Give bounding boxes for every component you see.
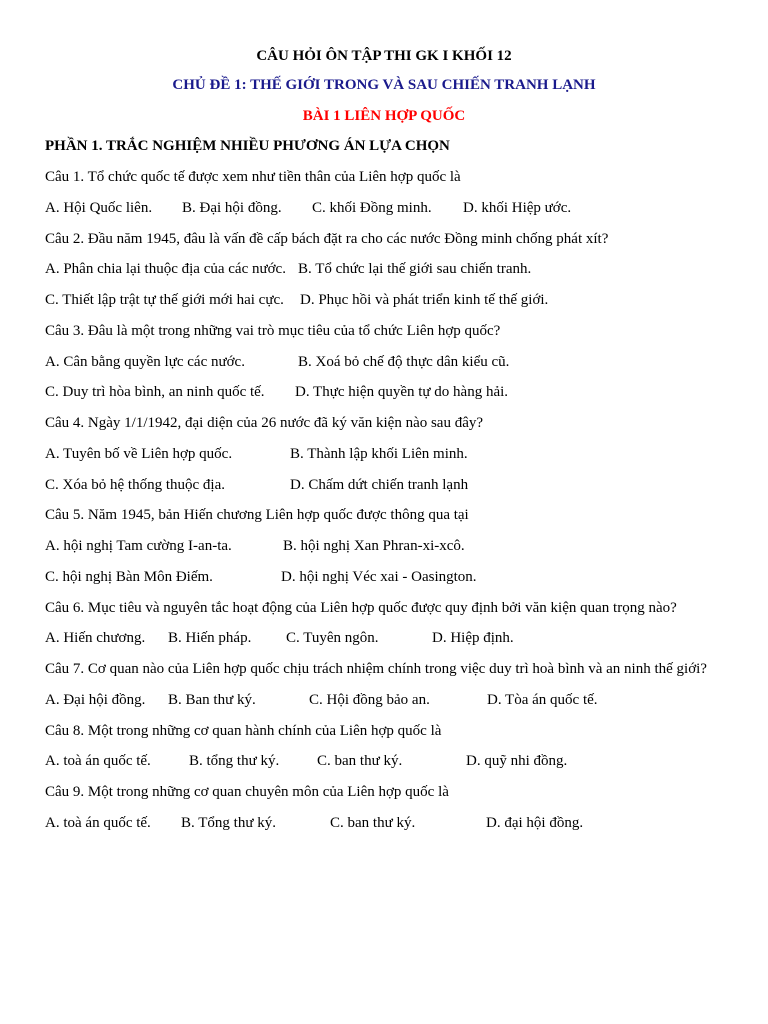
option-b: B. Đại hội đồng. — [182, 200, 282, 216]
question-8: Câu 8. Một trong những cơ quan hành chính của Liên hợp quốc là — [45, 723, 442, 739]
option-c: C. Tuyên ngôn. — [286, 630, 379, 646]
section-heading: PHẦN 1. TRẮC NGHIỆM NHIỀU PHƯƠNG ÁN LỰA CHỌN — [45, 138, 450, 154]
option-d: D. Thực hiện quyền tự do hàng hải. — [295, 384, 509, 400]
question-4: Câu 4. Ngày 1/1/1942, đại diện của 26 nước đã ký văn kiện nào sau đây? — [45, 415, 484, 431]
question-6: Câu 6. Mục tiêu và nguyên tắc hoạt động của Liên hợp quốc được quy định bởi văn kiện quan trọng nào? — [45, 600, 677, 616]
option-a: A. Đại hội đồng. — [45, 692, 146, 708]
option-b: B. Thành lập khối Liên minh. — [290, 446, 468, 462]
option-c: C. Xóa bỏ hệ thống thuộc địa. — [45, 477, 225, 493]
option-b: B. Tổng thư ký. — [181, 815, 276, 831]
option-c: C. ban thư ký. — [317, 753, 403, 769]
option-d: D. Phục hồi và phát triển kinh tế thế giới. — [300, 292, 549, 308]
option-a: A. toà án quốc tế. — [45, 815, 151, 831]
option-a: A. hội nghị Tam cường I-an-ta. — [45, 538, 232, 554]
lesson-heading: BÀI 1 LIÊN HỢP QUỐC — [302, 108, 466, 124]
option-a: A. Hội Quốc liên. — [45, 200, 153, 216]
option-a: A. Hiến chương. — [45, 630, 146, 646]
question-1: Câu 1. Tổ chức quốc tế được xem như tiền thân của Liên hợp quốc là — [45, 169, 461, 185]
option-a: A. Cân bằng quyền lực các nước. — [45, 354, 245, 370]
option-b: B. Ban thư ký. — [168, 692, 256, 708]
option-c: C. Hội đồng bảo an. — [309, 692, 430, 708]
option-c: C. khối Đồng minh. — [312, 200, 432, 216]
option-d: D. Chấm dứt chiến tranh lạnh — [290, 477, 469, 493]
document-title: CÂU HỎI ÔN TẬP THI GK I KHỐI 12 — [256, 48, 512, 64]
option-d: D. hội nghị Véc xai - Oasington. — [281, 569, 477, 585]
option-c: C. Duy trì hòa bình, an ninh quốc tế. — [45, 384, 265, 400]
option-a: A. toà án quốc tế. — [45, 753, 151, 769]
option-d: D. quỹ nhi đồng. — [466, 753, 568, 769]
option-c: C. hội nghị Bàn Môn Điếm. — [45, 569, 213, 585]
question-5: Câu 5. Năm 1945, bản Hiến chương Liên hợp quốc được thông qua tại — [45, 507, 469, 523]
question-3: Câu 3. Đâu là một trong những vai trò mục tiêu của tổ chức Liên hợp quốc? — [45, 323, 501, 339]
option-b: B. tổng thư ký. — [189, 753, 280, 769]
topic-heading: CHỦ ĐỀ 1: THẾ GIỚI TRONG VÀ SAU CHIẾN TRANH LẠNH — [172, 77, 596, 93]
question-2: Câu 2. Đầu năm 1945, đâu là vấn đề cấp bách đặt ra cho các nước Đồng minh chống phát xít? — [45, 231, 609, 247]
option-d: D. Hiệp định. — [432, 630, 514, 646]
option-b: B. Tổ chức lại thế giới sau chiến tranh. — [298, 261, 532, 277]
option-d: D. khối Hiệp ước. — [463, 200, 572, 216]
option-b: B. Xoá bỏ chế độ thực dân kiểu cũ. — [298, 354, 510, 370]
question-7: Câu 7. Cơ quan nào của Liên hợp quốc chịu trách nhiệm chính trong việc duy trì hoà bình và an ninh thế giới? — [45, 661, 707, 677]
option-d: D. đại hội đồng. — [486, 815, 584, 831]
option-b: B. Hiến pháp. — [168, 630, 252, 646]
question-9: Câu 9. Một trong những cơ quan chuyên môn của Liên hợp quốc là — [45, 784, 449, 800]
option-c: C. ban thư ký. — [330, 815, 416, 831]
option-c: C. Thiết lập trật tự thế giới mới hai cực. — [45, 292, 284, 308]
option-b: B. hội nghị Xan Phran-xi-xcô. — [283, 538, 465, 554]
option-a: A. Phân chia lại thuộc địa của các nước. — [45, 261, 286, 277]
option-a: A. Tuyên bố về Liên hợp quốc. — [45, 446, 233, 462]
option-d: D. Tòa án quốc tế. — [487, 692, 598, 708]
